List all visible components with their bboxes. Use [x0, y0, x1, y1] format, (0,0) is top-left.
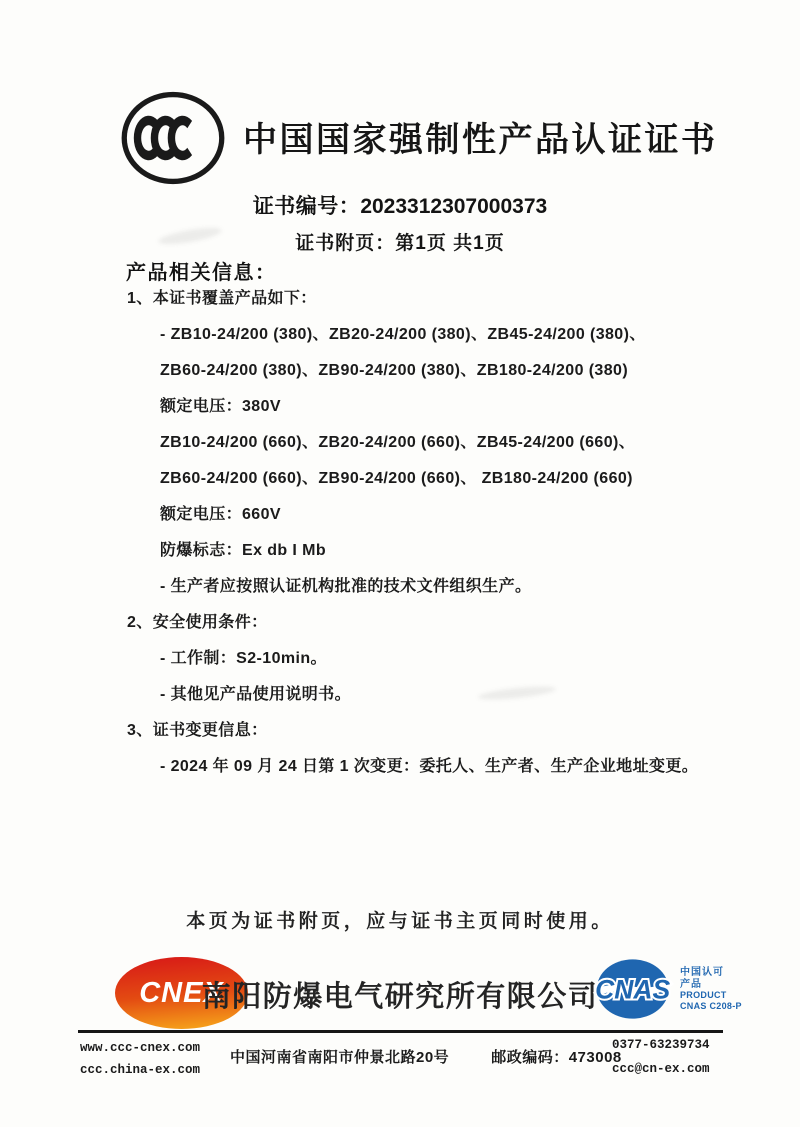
certificate-attachment-line: [0, 228, 800, 255]
postal-code-value: 473008: [568, 1049, 622, 1066]
info-line: 防爆标志：Ex db I Mb: [160, 542, 327, 559]
info-line: - 工作制：S2-10min。: [160, 650, 327, 667]
info-line: - 2024 年 09 月 24 日第 1 次变更：委托人、生产者、生产企业地址变更。: [160, 758, 699, 775]
postal-code-line: [491, 1046, 622, 1067]
info-line: - 其他见产品使用说明书。: [160, 686, 351, 703]
info-line: 额定电压：380V: [160, 398, 281, 415]
certificate-number-line: [0, 190, 800, 220]
info-line: ZB60-24/200 (380)、ZB90-24/200 (380)、ZB180-24/200 (380): [160, 362, 629, 379]
product-info-heading: 产品相关信息：: [126, 262, 277, 284]
email-address: ccc@cn-ex.com: [612, 1061, 710, 1076]
ccc-mark-icon: [120, 90, 226, 186]
phone-number: 0377-63239734: [612, 1038, 710, 1052]
info-line: 额定电压：660V: [160, 506, 281, 523]
website-url: www.ccc-cnex.com: [80, 1041, 201, 1055]
footer-contact-block: [612, 1034, 762, 1082]
footer-address-block: [230, 1046, 622, 1067]
cnex-logo-text: CNEX: [139, 976, 224, 1009]
cnas-accreditation-block: [592, 950, 742, 1028]
cnas-logo-icon: [592, 950, 678, 1028]
attachment-pages: 第1页 共1页: [395, 233, 505, 254]
info-line: - ZB10-24/200 (380)、ZB20-24/200 (380)、ZB45-24/200 (380)、: [160, 326, 646, 343]
issuer-company-name: 南阳防爆电气研究所有限公司: [201, 981, 599, 1013]
info-line: - 生产者应按照认证机构批准的技术文件组织生产。: [160, 578, 532, 595]
cnas-caption-line: 产品: [680, 978, 702, 990]
footer-divider: [78, 1030, 723, 1033]
info-line: ZB60-24/200 (660)、ZB90-24/200 (660)、 ZB180-24/200 (660): [160, 470, 633, 487]
attachment-usage-note: 本页为证书附页，应与证书主页同时使用。: [186, 911, 614, 932]
cnas-caption-line: 中国认可: [680, 967, 724, 979]
cnas-logo-text: CNAS: [595, 974, 671, 1005]
product-info-body: [0, 281, 800, 785]
footer-websites: [80, 1038, 200, 1082]
certificate-number-label: 证书编号：: [252, 195, 361, 218]
attachment-label: 证书附页：: [295, 233, 396, 254]
info-line: ZB10-24/200 (660)、ZB20-24/200 (660)、ZB45-24/200 (660)、: [160, 434, 636, 451]
postal-code-label: 邮政编码：: [491, 1049, 569, 1066]
info-line: 2、安全使用条件：: [127, 614, 268, 631]
document-title: 中国国家强制性产品认证证书: [243, 121, 718, 159]
issuer-address: 中国河南省南阳市仲景北路20号: [230, 1049, 450, 1066]
info-line: 1、本证书覆盖产品如下：: [127, 290, 317, 307]
cnas-caption-line: PRODUCT: [680, 990, 727, 1001]
website-url: ccc.china-ex.com: [80, 1062, 201, 1077]
cnas-caption: [680, 967, 742, 1011]
certificate-number-value: 2023312307000373: [360, 195, 548, 218]
cnas-caption-line: CNAS C208-P: [680, 1000, 742, 1011]
info-line: 3、证书变更信息：: [127, 722, 268, 739]
